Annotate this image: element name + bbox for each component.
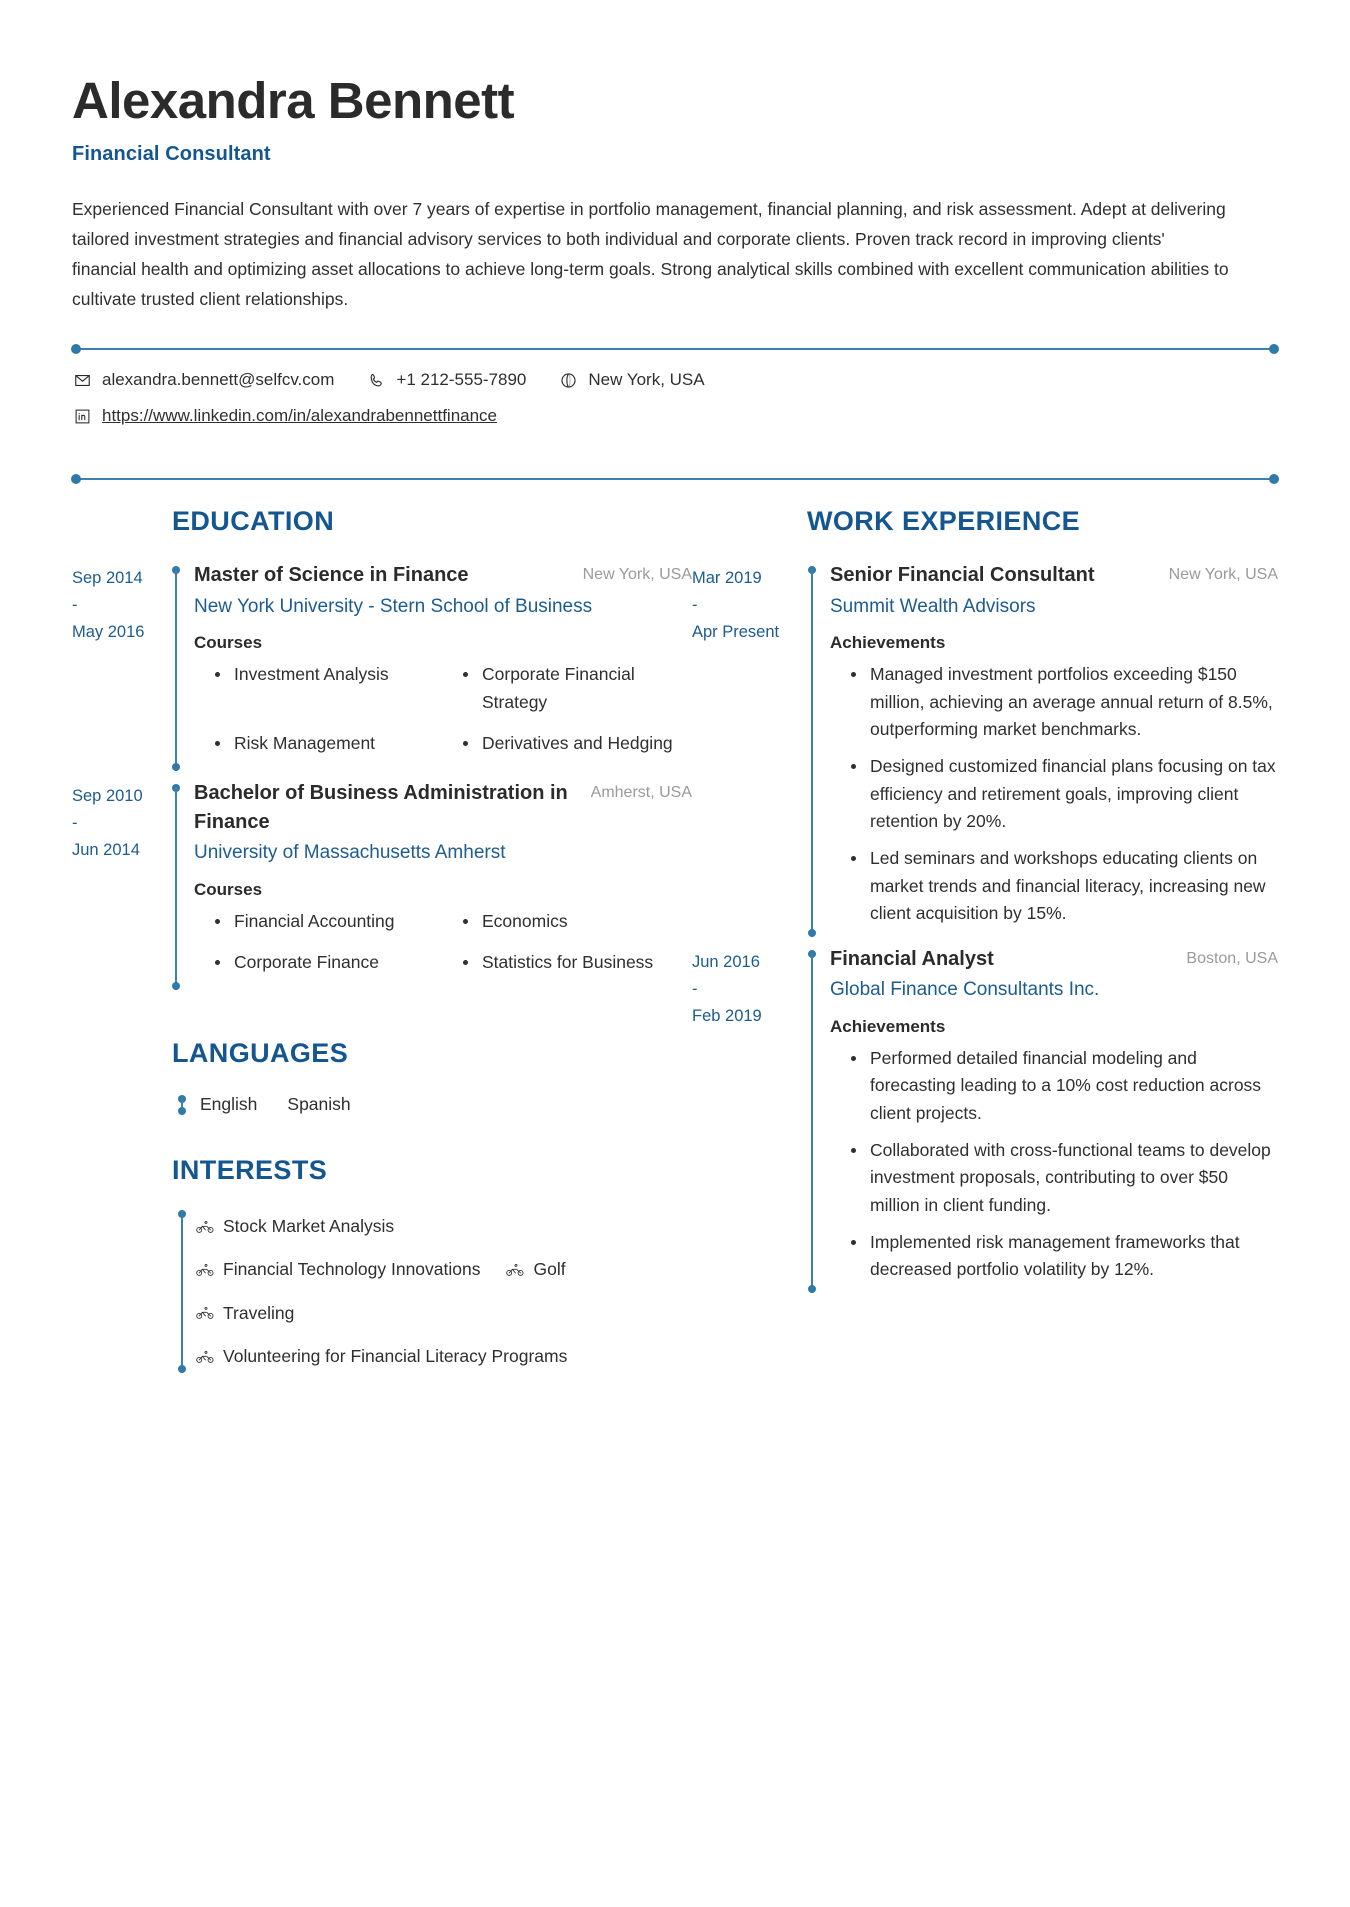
contact-row-primary <box>72 350 1278 390</box>
achievements-label: Achievements <box>830 633 946 653</box>
contact-email[interactable] <box>74 370 334 390</box>
interests-rail <box>178 1210 186 1373</box>
date-separator: - <box>692 979 698 998</box>
resume-header <box>72 72 1278 314</box>
languages-block <box>72 1093 692 1115</box>
course-item: Statistics for Business <box>458 949 692 976</box>
work-company: Global Finance Consultants Inc. <box>830 979 1100 1001</box>
timeline-line <box>181 1215 183 1368</box>
education-location: Amherst, USA <box>590 784 692 802</box>
contact-row-secondary <box>72 390 1278 444</box>
languages-rail <box>178 1093 186 1115</box>
resume-body <box>72 506 1278 1373</box>
timeline-line <box>811 953 813 1293</box>
languages-list <box>200 1093 351 1115</box>
page-title: Alexandra Bennett <box>72 72 515 129</box>
timeline-dot-bottom <box>172 763 180 771</box>
contact-linkedin[interactable] <box>74 406 497 426</box>
work-job-title: Senior Financial Consultant <box>830 564 1095 587</box>
section-heading-education: EDUCATION <box>172 506 335 537</box>
education-institution: University of Massachusetts Amherst <box>194 842 506 864</box>
interest-item-label: Volunteering for Financial Literacy Programs <box>223 1345 568 1366</box>
interest-item <box>196 1253 480 1286</box>
achievements-list <box>830 1045 1278 1283</box>
date-end: Feb 2019 <box>692 1006 762 1025</box>
achievement-item: Managed investment portfolios exceeding $150 million, achieving an average annual return of 8.5%, outperforming market benchmarks. <box>846 661 1278 743</box>
work-entry-date <box>692 945 800 1293</box>
contact-location <box>560 370 704 390</box>
interest-item <box>196 1340 567 1373</box>
achievement-item: Designed customized financial plans focusing on tax efficiency and retirement goals, improving client retention by 20%. <box>846 753 1278 835</box>
header-divider-bottom <box>72 478 1278 480</box>
work-entry-date <box>692 561 800 937</box>
course-item: Risk Management <box>210 730 444 757</box>
job-title: Financial Consultant <box>72 143 271 166</box>
contact-linkedin-text[interactable]: https://www.linkedin.com/in/alexandrabennettfinance <box>102 406 498 426</box>
envelope-icon <box>74 372 91 389</box>
achievements-label: Achievements <box>830 1017 946 1037</box>
interest-item <box>506 1253 565 1286</box>
timeline-dot-bottom <box>178 1365 186 1373</box>
date-start: Sep 2014 <box>72 569 143 588</box>
achievements-list <box>830 661 1278 927</box>
education-degree-title: Bachelor of Business Administration in Finance <box>194 782 568 833</box>
linkedin-icon <box>74 408 91 425</box>
timeline-rail <box>808 945 816 1293</box>
education-entry-date <box>72 779 164 990</box>
timeline-rail <box>172 561 180 771</box>
interest-item <box>196 1297 294 1330</box>
section-heading-work-experience: WORK EXPERIENCE <box>807 506 1081 537</box>
course-item: Derivatives and Hedging <box>458 730 692 757</box>
date-end: Jun 2014 <box>72 840 140 859</box>
globe-icon <box>560 372 577 389</box>
date-start: Jun 2016 <box>692 953 760 972</box>
achievement-item: Collaborated with cross-functional teams to develop investment proposals, contributing to over $50 million in client funding. <box>846 1137 1278 1219</box>
education-entry-date <box>72 561 164 771</box>
courses-list <box>194 661 692 771</box>
interest-item-label: Financial Technology Innovations <box>223 1259 481 1280</box>
bicycle-icon <box>196 1220 214 1234</box>
timeline-dot-bottom <box>808 1285 816 1293</box>
timeline-dot-bottom <box>178 1107 186 1115</box>
course-item: Economics <box>458 908 692 935</box>
bicycle-icon <box>506 1263 524 1277</box>
timeline-line <box>175 787 177 990</box>
interest-item-label: Golf <box>533 1259 566 1280</box>
date-start: Sep 2010 <box>72 787 143 806</box>
timeline-dot-bottom <box>808 929 816 937</box>
achievement-item: Led seminars and workshops educating clients on market trends and financial literacy, increasing new client acquisition by 15%. <box>846 845 1278 927</box>
bicycle-icon <box>196 1306 214 1320</box>
bicycle-icon <box>196 1263 214 1277</box>
education-institution: New York University - Stern School of Business <box>194 595 593 617</box>
work-entry <box>692 945 1278 1293</box>
contact-email-text: alexandra.bennett@selfcv.com <box>102 370 335 390</box>
interest-item-label: Traveling <box>223 1302 295 1323</box>
header-divider-top <box>72 348 1278 350</box>
work-entry-content <box>830 945 1278 1293</box>
education-entry <box>72 561 692 771</box>
language-item: Spanish <box>287 1094 351 1115</box>
courses-list <box>194 908 692 991</box>
work-job-title: Financial Analyst <box>830 948 994 971</box>
date-start: Mar 2019 <box>692 569 762 588</box>
section-heading-languages: LANGUAGES <box>172 1038 349 1069</box>
contact-location-text: New York, USA <box>588 370 705 390</box>
work-location: Boston, USA <box>1186 950 1278 968</box>
timeline-rail <box>808 561 816 937</box>
courses-label: Courses <box>194 879 263 899</box>
date-end: May 2016 <box>72 622 145 641</box>
timeline-line <box>175 569 177 771</box>
date-separator: - <box>72 814 78 833</box>
date-separator: - <box>72 596 78 615</box>
course-item: Corporate Financial Strategy <box>458 661 692 716</box>
date-end: Apr Present <box>692 622 780 641</box>
achievement-item: Performed detailed financial modeling and forecasting leading to a 10% cost reduction across client projects. <box>846 1045 1278 1127</box>
education-entry-content <box>194 779 692 990</box>
courses-label: Courses <box>194 633 263 653</box>
interests-block <box>72 1210 692 1373</box>
contact-phone-text: +1 212-555-7890 <box>396 370 527 390</box>
section-heading-interests: INTERESTS <box>172 1155 328 1186</box>
interest-item <box>196 1210 394 1243</box>
course-item: Financial Accounting <box>210 908 444 935</box>
education-degree-title: Master of Science in Finance <box>194 564 469 587</box>
bicycle-icon <box>196 1350 214 1364</box>
course-item: Investment Analysis <box>210 661 444 716</box>
date-separator: - <box>692 596 698 615</box>
work-entry-content <box>830 561 1278 937</box>
interests-list <box>196 1210 666 1373</box>
timeline-line <box>811 569 813 937</box>
education-location: New York, USA <box>582 566 692 584</box>
language-item: English <box>200 1094 258 1115</box>
left-column <box>72 506 692 1373</box>
interest-item-label: Stock Market Analysis <box>223 1216 395 1237</box>
education-entry-content <box>194 561 692 771</box>
professional-summary: Experienced Financial Consultant with over 7 years of expertise in portfolio management, financial planning, and risk assessment. Adept at delivering tailored investment strategies and financial advisory services to both individual and corporate clients. Proven track record in improving clients' financial health and optimizing asset allocations to achieve long-term goals. Strong analytical skills combined with excellent communication abilities to cultivate trusted client relationships. <box>72 199 1229 310</box>
contact-phone[interactable] <box>368 370 526 390</box>
achievement-item: Implemented risk management frameworks that decreased portfolio volatility by 12%. <box>846 1229 1278 1284</box>
phone-icon <box>368 372 385 389</box>
work-location: New York, USA <box>1168 566 1278 584</box>
education-entry <box>72 779 692 990</box>
right-column <box>692 506 1278 1373</box>
work-entry <box>692 561 1278 937</box>
timeline-dot-bottom <box>172 982 180 990</box>
course-item: Corporate Finance <box>210 949 444 976</box>
work-company: Summit Wealth Advisors <box>830 595 1036 617</box>
timeline-rail <box>172 779 180 990</box>
